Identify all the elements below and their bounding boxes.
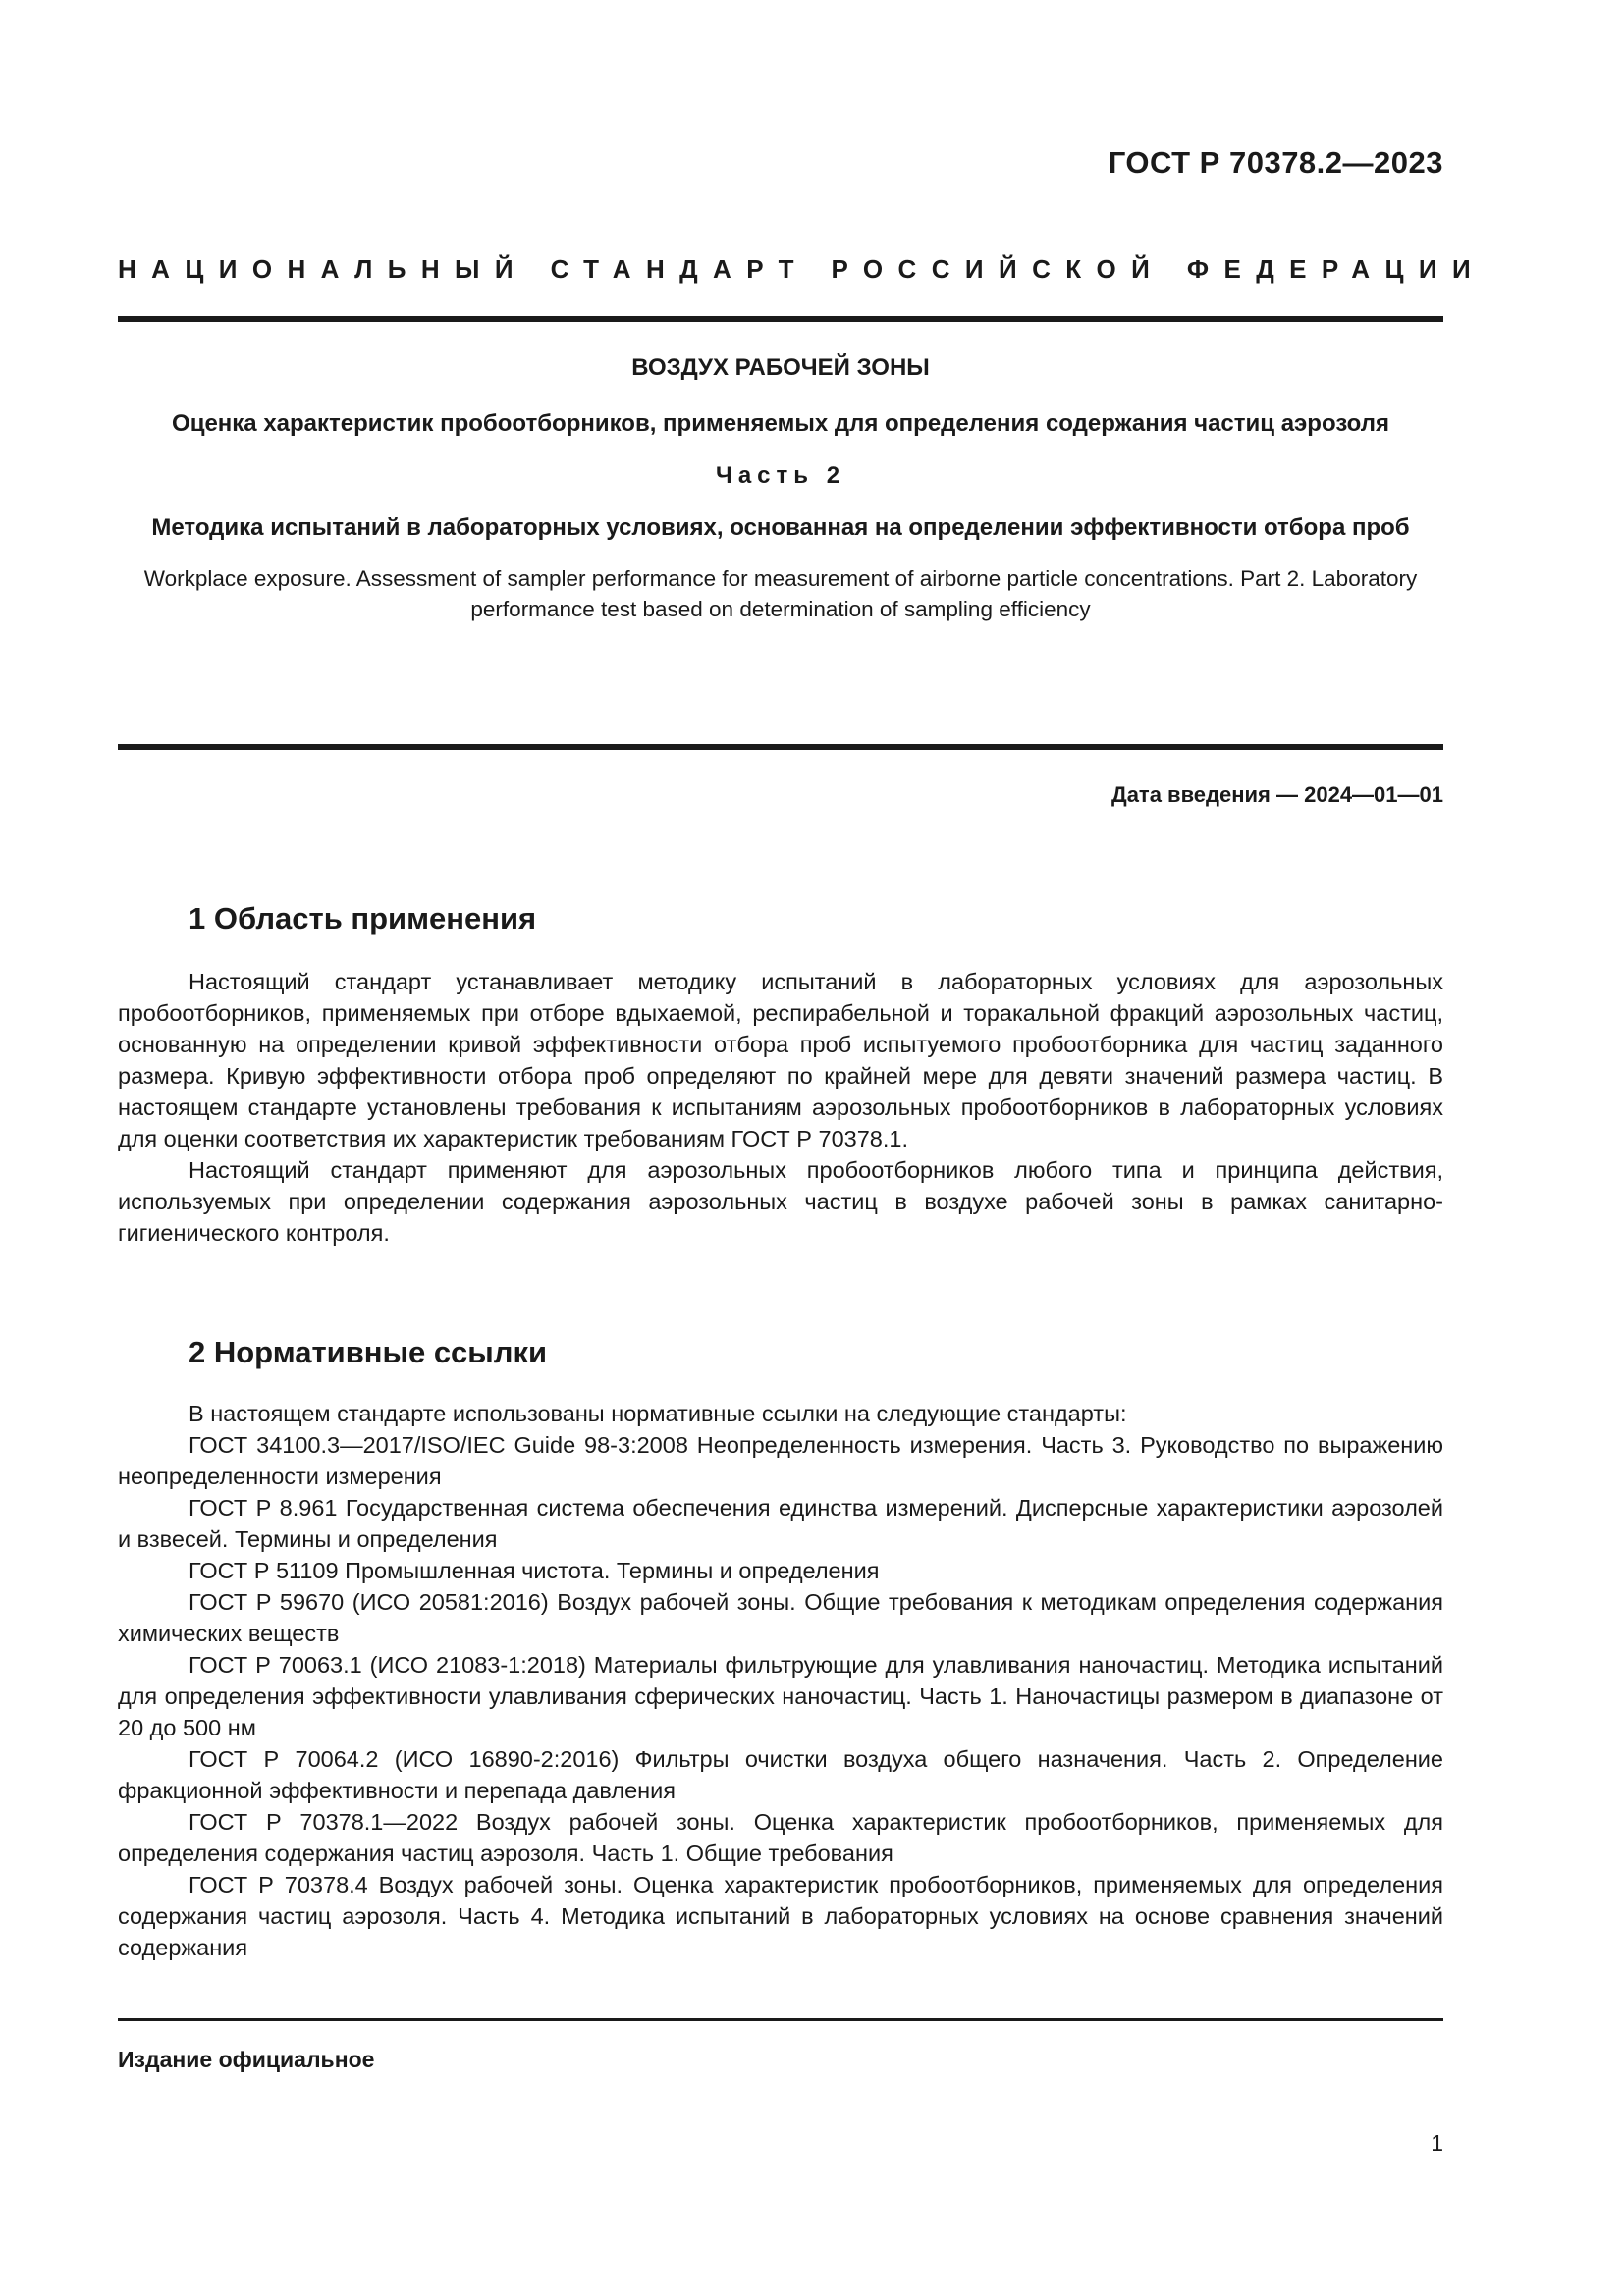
- paragraph: Настоящий стандарт применяют для аэрозольных пробоотборников любого типа и принципа действия, используемых при определении содержания аэрозольных частиц в воздухе рабочей зоны в рамках санитарно-гигиенического контроля.: [118, 1157, 1443, 1246]
- section-body: [118, 1398, 1443, 1963]
- page-number: 1: [1431, 2130, 1443, 2156]
- title-method: Методика испытаний в лабораторных условиях, основанная на определении эффективности отбора проб: [151, 514, 1410, 541]
- document-page: [118, 0, 1487, 2296]
- reference-item: ГОСТ 34100.3—2017/ISO/IEC Guide 98-3:2008 Неопределенность измерения. Часть 3. Руководство по выражению неопределенности измерения: [118, 1432, 1443, 1489]
- reference-item: ГОСТ Р 70378.4 Воздух рабочей зоны. Оценка характеристик пробоотборников, применяемых для определения содержания частиц аэрозоля. Часть 4. Методика испытаний в лабораторных условиях на основе сравнения значений содержания: [118, 1872, 1443, 1960]
- paragraph: Настоящий стандарт устанавливает методику испытаний в лабораторных условиях для аэрозольных пробоотборников, применяемых при отборе вдыхаемой, респирабельной и торакальной фракций аэрозольных частиц, основанную на определении кривой эффективности отбора проб испытуемого пробоотборника для частиц заданного размера. Кривую эффективности отбора проб определяют по крайней мере для девяти значений размера частиц. В настоящем стандарте установлены требования к испытаниям аэрозольных пробоотборников в лабораторных условиях для оценки соответствия их характеристик требованиям ГОСТ Р 70378.1.: [118, 969, 1443, 1151]
- section-heading: 2 Нормативные ссылки: [189, 1335, 548, 1369]
- reference-item: ГОСТ Р 70064.2 (ИСО 16890-2:2016) Фильтры очистки воздуха общего назначения. Часть 2. Определение фракционной эффективности и перепада давления: [118, 1746, 1443, 1803]
- title-english: Workplace exposure. Assessment of sampler performance for measurement of airborne particle concentrations. Part 2. Laboratory performance test based on determination of sampling efficiency: [143, 566, 1418, 621]
- title-part: Часть 2: [715, 462, 846, 489]
- footer-rule: [118, 2018, 1443, 2021]
- header-rule: [118, 316, 1443, 322]
- title-subtitle: Оценка характеристик пробоотборников, применяемых для определения содержания частиц аэрозоля: [172, 410, 1389, 437]
- title-block: [118, 353, 1443, 624]
- reference-item: ГОСТ Р 59670 (ИСО 20581:2016) Воздух рабочей зоны. Общие требования к методикам определения содержания химических веществ: [118, 1589, 1443, 1646]
- official-edition-label: Издание официальное: [118, 2047, 375, 2072]
- title-main: ВОЗДУХ РАБОЧЕЙ ЗОНЫ: [631, 354, 930, 381]
- introduction-date: Дата введения — 2024—01—01: [1111, 782, 1443, 807]
- reference-item: ГОСТ Р 51109 Промышленная чистота. Термины и определения: [189, 1558, 880, 1583]
- section-heading: 1 Область применения: [189, 901, 537, 935]
- document-number: ГОСТ Р 70378.2—2023: [1108, 145, 1443, 180]
- reference-item: ГОСТ Р 70378.1—2022 Воздух рабочей зоны. Оценка характеристик пробоотборников, применяемых для определения содержания частиц аэрозоля. Часть 1. Общие требования: [118, 1809, 1443, 1866]
- section-normative-references: [118, 1333, 1443, 1963]
- national-standard-banner: НАЦИОНАЛЬНЫЙ СТАНДАРТ РОССИЙСКОЙ ФЕДЕРАЦИИ: [118, 254, 1487, 284]
- title-rule: [118, 744, 1443, 750]
- reference-item: ГОСТ Р 8.961 Государственная система обеспечения единства измерений. Дисперсные характеристики аэрозолей и взвесей. Термины и определения: [118, 1495, 1443, 1552]
- paragraph: В настоящем стандарте использованы нормативные ссылки на следующие стандарты:: [189, 1401, 1127, 1426]
- section-body: [118, 966, 1443, 1249]
- reference-item: ГОСТ Р 70063.1 (ИСО 21083-1:2018) Материалы фильтрующие для улавливания наночастиц. Методика испытаний для определения эффективности улавливания сферических наночастиц. Часть 1. Наночастицы размером в диапазоне от 20 до 500 нм: [118, 1652, 1443, 1740]
- section-scope: [118, 899, 1443, 1249]
